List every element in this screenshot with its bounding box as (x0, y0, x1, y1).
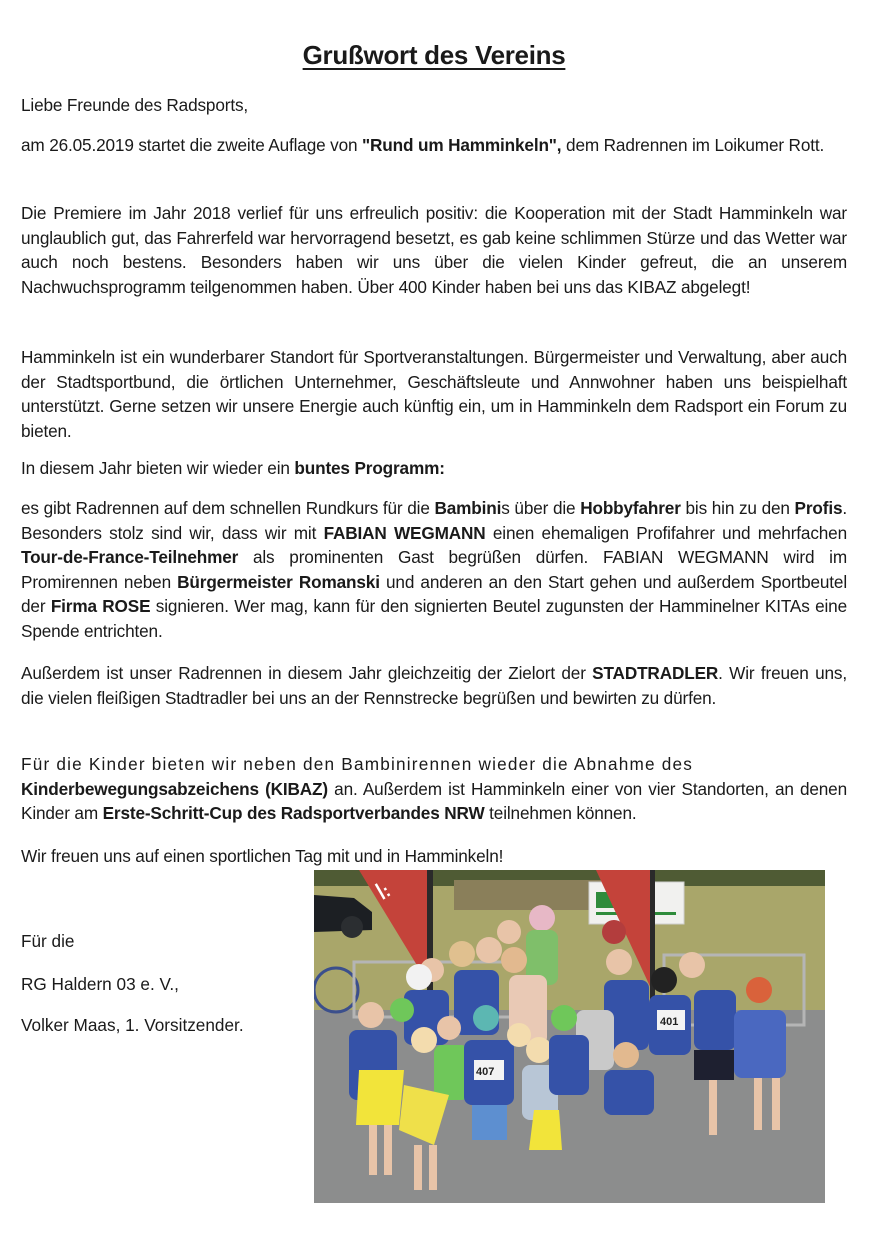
event-name: "Rund um Hamminkeln", (362, 135, 562, 155)
bib-number-407: 407 (476, 1066, 495, 1078)
signature-name: Volker Maas, 1. Vorsitzender. (21, 1015, 244, 1035)
paragraph-program-details: es gibt Radrennen auf dem schnellen Rundkurs für die Bambinis über die Hobbyfahrer bis hin zu den Profis. Besonders stolz sind wir, dass wir mit FABIAN WEGMANN einen ehemaligen Profifahrer und mehrfachen Tour-de-France-Teilnehmer als prominenten Gast begrüßen dürfen. FABIAN WEGMANN wird im Promirennen neben Bürgermeister Romanski und anderen an den Start gehen und außerdem Sportbeutel der Firma ROSE signieren. Wer mag, kann für den signierten Beutel zugunsten der Hamminelner KITAs eine Spende entrichten. (21, 498, 847, 641)
paragraph-program-intro: In diesem Jahr bieten wir wieder ein buntes Programm: (21, 458, 445, 478)
salutation: Liebe Freunde des Radsports, (21, 95, 249, 115)
group-photo-illustration (314, 870, 825, 1203)
yellow-bag (356, 1070, 404, 1125)
signature-line-1: Für die (21, 931, 75, 951)
paragraph-closing: Wir freuen uns auf einen sportlichen Tag mit und in Hamminkeln! (21, 846, 504, 866)
bib-number-401: 401 (660, 1016, 679, 1028)
group-photo (314, 870, 825, 1203)
page-title: Grußwort des Vereins (302, 40, 566, 70)
svg-text:ꟾ:: ꟾ: (374, 880, 394, 904)
paragraph-kids: Für die Kinder bieten wir neben den Bambinirennen wieder die Abnahme des Kinderbewegungsabzeichens (KIBAZ) an. Außerdem ist Hamminkeln einer von vier Standorten, an denen Kinder am Erste-Schritt-Cup des Radsportverbandes NRW teilnehmen können. (21, 754, 847, 824)
paragraph-stadtradler: Außerdem ist unser Radrennen in diesem Jahr gleichzeitig der Zielort der STADTRADLER. Wir freuen uns, die vielen fleißigen Stadtradler bei uns an der Rennstrecke begrüßen und bewirten zu dürfen. (21, 663, 847, 708)
paragraph-location: Hamminkeln ist ein wunderbarer Standort für Sportveranstaltungen. Bürgermeister und Verwaltung, aber auch der Stadtsportbund, die örtlichen Unternehmer, Geschäftsleute und Annwohner haben uns beispielhaft unterstützt. Gerne setzen wir unsere Energie auch künftig ein, um in Hamminkeln dem Radsport ein Forum zu bieten. (21, 347, 847, 441)
signature-club: RG Haldern 03 e. V., (21, 974, 179, 994)
paragraph-event-intro: am 26.05.2019 startet die zweite Auflage von "Rund um Hamminkeln", dem Radrennen im Loikumer Rott. (21, 135, 825, 155)
paragraph-premiere: Die Premiere im Jahr 2018 verlief für uns erfreulich positiv: die Kooperation mit der Stadt Hamminkeln war unglaublich gut, das Fahrerfeld war hervorragend besetzt, es gab keine schlimmen Stürze und das Wetter war auch noch bestens. Besonders haben wir uns über die vielen Kinder gefreut, die an unserem Nachwuchsprogramm teilgenommen haben. Über 400 Kinder haben bei uns das KIBAZ abgelegt! (21, 203, 847, 297)
